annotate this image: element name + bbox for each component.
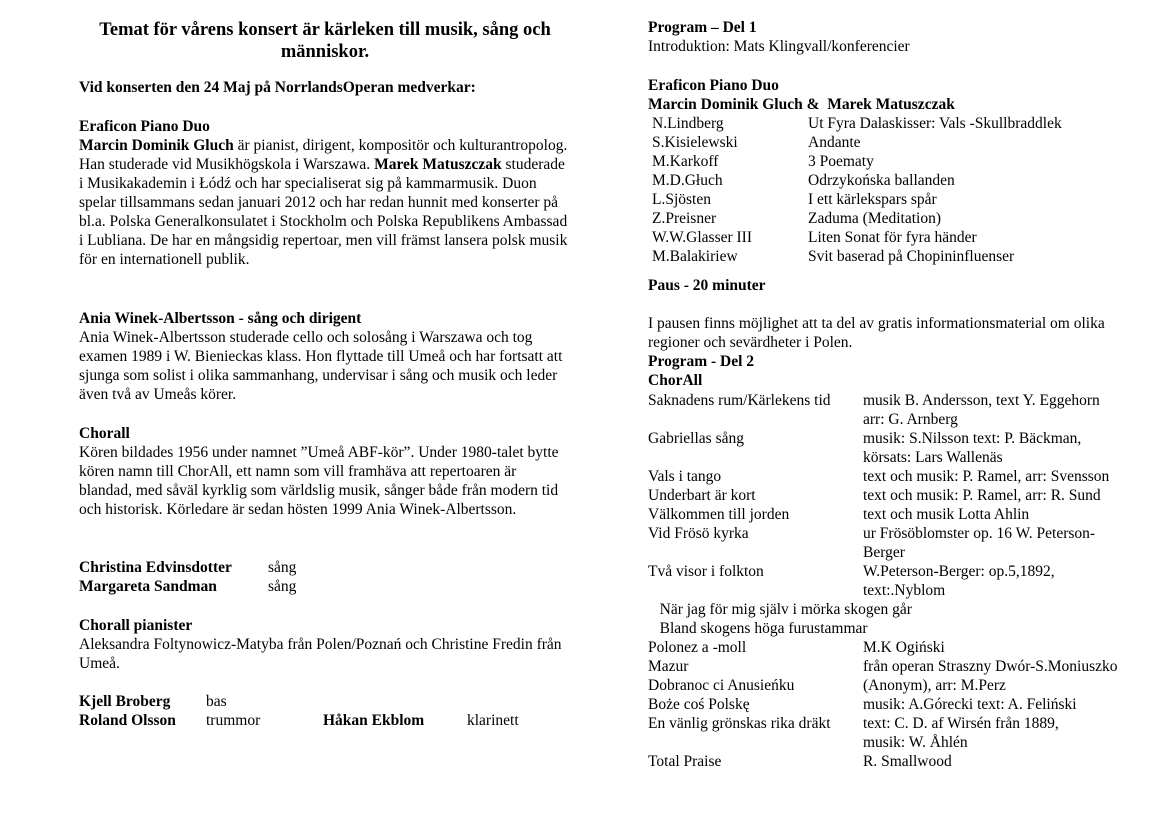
list-item xyxy=(648,638,1148,657)
song-info: musik: S.Nilsson text: P. Bäckman, xyxy=(863,430,1082,447)
list-item xyxy=(648,619,1148,638)
list-item xyxy=(648,657,1148,676)
musician-role: trummor xyxy=(206,712,261,729)
piece: Liten Sonat för fyra händer xyxy=(808,229,977,246)
composer: W.W.Glasser III xyxy=(652,229,753,246)
list-item xyxy=(648,247,1148,266)
song-title: Välkommen till jorden xyxy=(648,506,790,523)
song-title: Polonez a -moll xyxy=(648,639,747,656)
list-item xyxy=(648,391,1148,410)
singer-name: Christina Edvinsdotter xyxy=(79,559,232,576)
song-title: Två visor i folkton xyxy=(648,563,764,580)
composer: Z.Preisner xyxy=(652,210,717,227)
duo-name-1: Marcin Dominik Gluch xyxy=(79,137,234,154)
song-info: (Anonym), arr: M.Perz xyxy=(863,677,1006,694)
part1-intro: Introduktion: Mats Klingvall/konferencier xyxy=(648,38,910,55)
musician-name: Håkan Ekblom xyxy=(323,712,425,729)
pause-paragraph: I pausen finns möjlighet att ta del av gratis informationsmaterial om olika regioner och sevärdheter i Polen. xyxy=(648,315,1105,351)
list-item xyxy=(648,505,1148,524)
composer: L.Sjösten xyxy=(652,191,711,208)
duo-text-2: studerade i Musikakademin i Łódź och har specialiserat sig på kammarmusik. Duon spelar tillsammans sedan januari 2012 och har redan hunnit med konserter på bl.a. Polska Generalkonsulatet i Stockholm och Polska Republikens Ambassad i Lubliana. De har en mångsidig repertoar, men vill främst lansera polsk musik för en internationell publik. xyxy=(79,156,568,268)
duo-text-1: är pianist, dirigent, kompositör och kulturantropolog. Han studerade vid Musikhögskola i Warszawa. xyxy=(79,137,568,173)
list-item xyxy=(648,209,1148,228)
list-item xyxy=(648,133,1148,152)
composer: M.D.Głuch xyxy=(652,172,723,189)
composer: M.Balakiriew xyxy=(652,248,738,265)
program-duo-heading: Eraficon Piano Duo xyxy=(648,77,779,94)
song-title: När jag för mig själv i mörka skogen går xyxy=(648,601,912,618)
song-info: text och musik: P. Ramel, arr: Svensson xyxy=(863,468,1110,485)
composer: M.Karkoff xyxy=(652,153,719,170)
duo-name-2: Marek Matuszczak xyxy=(374,156,502,173)
song-title: Bland skogens höga furustammar xyxy=(648,620,868,637)
musician-role: klarinett xyxy=(467,712,519,729)
song-title: Gabriellas sång xyxy=(648,430,744,447)
song-title: Underbart är kort xyxy=(648,487,756,504)
piece: I ett kärlekspars spår xyxy=(808,191,937,208)
song-title: Mazur xyxy=(648,658,689,675)
song-info: R. Smallwood xyxy=(863,753,952,770)
song-info: arr: G. Arnberg xyxy=(863,411,958,428)
song-title: Boże coś Polskę xyxy=(648,696,750,713)
pianists-paragraph: Aleksandra Foltynowicz-Matyba från Polen/Poznań och Christine Fredin från Umeå. xyxy=(79,636,562,672)
song-info: M.K Ogiński xyxy=(863,639,945,656)
list-item xyxy=(648,429,1148,448)
choral-heading: Chorall xyxy=(79,425,130,442)
list-item xyxy=(648,543,1148,562)
song-title: Dobranoc ci Anusieńku xyxy=(648,677,795,694)
list-item xyxy=(648,733,1148,752)
song-info: text:.Nyblom xyxy=(863,582,946,599)
list-item xyxy=(648,410,1148,429)
program-duo-names: Marcin Dominik Gluch & Marek Matuszczak xyxy=(648,96,955,113)
singer-name: Margareta Sandman xyxy=(79,578,217,595)
part1-list xyxy=(648,114,1148,266)
list-item xyxy=(79,558,571,577)
list-item xyxy=(648,171,1148,190)
musician-name: Kjell Broberg xyxy=(79,693,171,710)
list-item xyxy=(648,752,1148,771)
song-title: Vid Frösö kyrka xyxy=(648,525,749,542)
list-item xyxy=(648,676,1148,695)
list-item xyxy=(648,190,1148,209)
list-item xyxy=(648,114,1148,133)
musician-name: Roland Olsson xyxy=(79,712,176,729)
piece: Andante xyxy=(808,134,861,151)
pianists-heading: Chorall pianister xyxy=(79,617,193,634)
song-info: ur Frösöblomster op. 16 W. Peterson- xyxy=(863,525,1096,542)
choral-paragraph: Kören bildades 1956 under namnet ”Umeå ABF-kör”. Under 1980-talet bytte kören namn till ChorAll, ett namn som vill framhäva att repertoaren är blandad, med såväl kyrklig som världslig musik, sånger både från modern tid och historisk. Körledare är sedan hösten 1999 Ania Winek-Albertsson. xyxy=(79,444,559,518)
composer: S.Kisielewski xyxy=(652,134,738,151)
part2-list xyxy=(648,391,1148,771)
list-item xyxy=(648,486,1148,505)
ania-heading: Ania Winek-Albertsson - sång och dirigent xyxy=(79,310,362,327)
song-info: W.Peterson-Berger: op.5,1892, xyxy=(863,563,1055,580)
song-info: musik: A.Górecki text: A. Feliński xyxy=(863,696,1077,713)
piece: Odrzykońska ballanden xyxy=(808,172,955,189)
song-info: text: C. D. af Wirsén från 1889, xyxy=(863,715,1059,732)
duo-heading: Eraficon Piano Duo xyxy=(79,118,210,135)
duo-paragraph xyxy=(79,136,571,269)
ania-paragraph: Ania Winek-Albertsson studerade cello och solosång i Warszawa och tog examen 1989 i W. Bienieckas klass. Hon flyttade till Umeå och har fortsatt att sjunga som solist i olika sammanhang, undervisar i sång och musik och leder även två av Umeås körer. xyxy=(79,329,563,403)
list-item xyxy=(648,524,1148,543)
band-list xyxy=(79,692,571,730)
piece: Svit baserad på Chopininfluenser xyxy=(808,248,1015,265)
composer: N.Lindberg xyxy=(652,115,724,132)
singer-role: sång xyxy=(268,578,297,595)
list-item xyxy=(648,562,1148,581)
song-info: musik B. Andersson, text Y. Eggehorn xyxy=(863,392,1100,409)
singer-role: sång xyxy=(268,559,297,576)
list-item xyxy=(79,711,571,730)
song-title: Total Praise xyxy=(648,753,722,770)
song-title: En vänlig grönskas rika dräkt xyxy=(648,715,831,732)
page-title: Temat för vårens konsert är kärleken till musik, sång och människor. xyxy=(99,20,551,62)
list-item xyxy=(79,692,571,711)
song-info: text och musik: P. Ramel, arr: R. Sund xyxy=(863,487,1101,504)
list-item xyxy=(648,448,1148,467)
program-choral-heading: ChorAll xyxy=(648,372,703,389)
piece: 3 Poematy xyxy=(808,153,874,170)
song-info: musik: W. Åhlén xyxy=(863,734,968,751)
musician-role: bas xyxy=(206,693,227,710)
part1-heading: Program – Del 1 xyxy=(648,19,757,36)
list-item xyxy=(648,714,1148,733)
song-title: Vals i tango xyxy=(648,468,722,485)
list-item xyxy=(648,581,1148,600)
song-info: Berger xyxy=(863,544,905,561)
song-title: Saknadens rum/Kärlekens tid xyxy=(648,392,831,409)
singers-list xyxy=(79,558,571,596)
list-item xyxy=(648,228,1148,247)
song-info: text och musik Lotta Ahlin xyxy=(863,506,1030,523)
pause-heading: Paus - 20 minuter xyxy=(648,277,766,294)
song-info: körsats: Lars Wallenäs xyxy=(863,449,1003,466)
list-item xyxy=(648,600,1148,619)
song-info: från operan Straszny Dwór-S.Moniuszko xyxy=(863,658,1118,675)
intro-line: Vid konserten den 24 Maj på NorrlandsOperan medverkar: xyxy=(79,79,476,96)
list-item xyxy=(648,467,1148,486)
piece: Zaduma (Meditation) xyxy=(808,210,941,227)
part2-heading: Program - Del 2 xyxy=(648,353,755,370)
list-item xyxy=(79,577,571,596)
piece: Ut Fyra Dalaskisser: Vals -Skullbraddlek xyxy=(808,115,1062,132)
list-item xyxy=(648,695,1148,714)
list-item xyxy=(648,152,1148,171)
